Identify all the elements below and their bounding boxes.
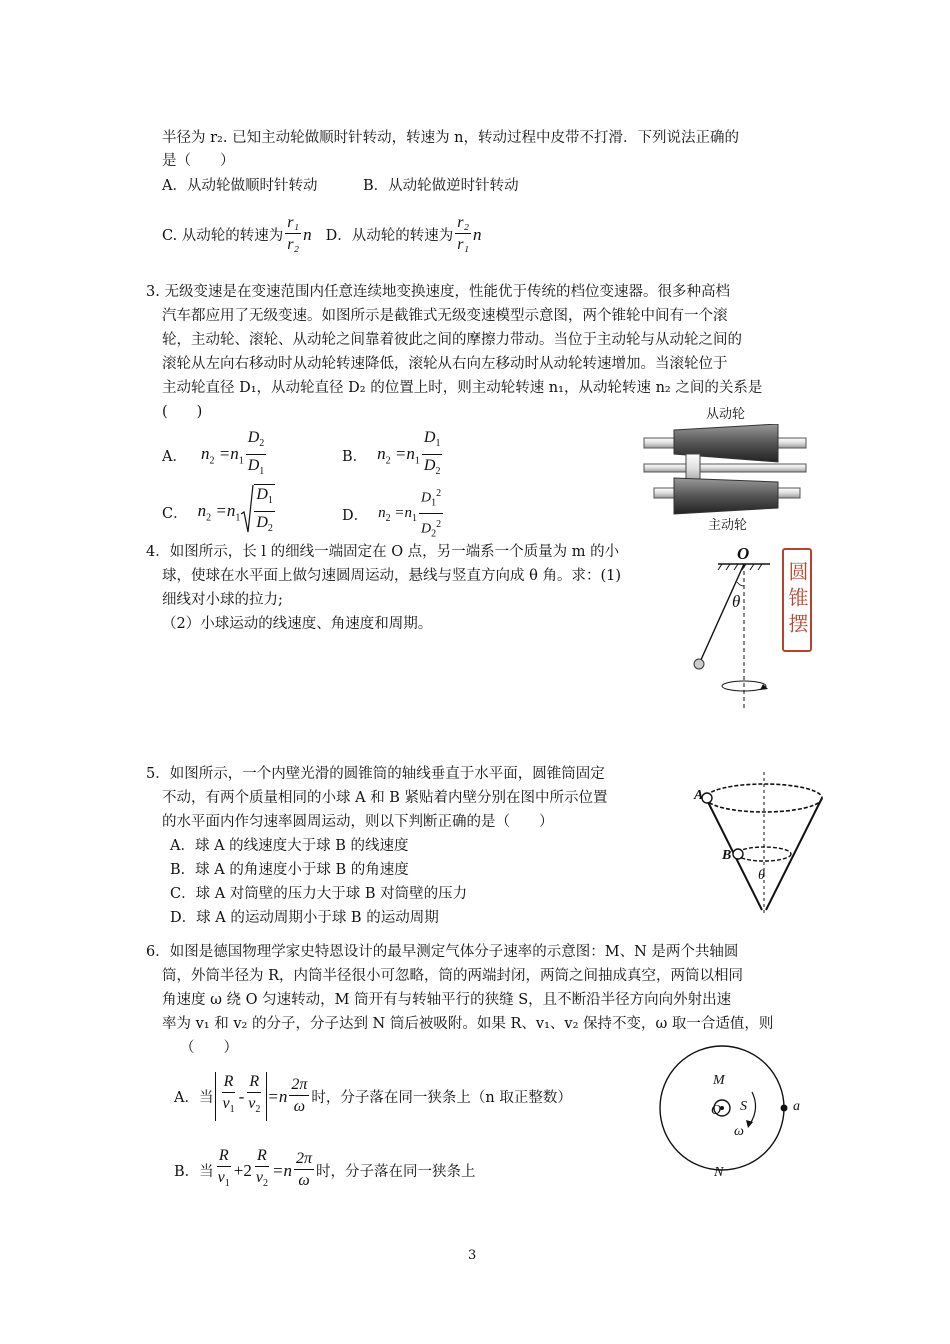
q5-option-a: A．球 A 的线速度大于球 B 的线速度 [170, 838, 409, 854]
q3-c-lhs: $n_2 =n_1$ [197, 500, 241, 524]
q6-line3: 角速度 ω 绕 O 匀速转动，M 筒开有与转轴平行的狭缝 S，且不断沿半径方向向外射出速 [162, 992, 732, 1008]
q4-line3: 细线对小球的拉力; [162, 592, 283, 608]
q3-option-b-label: B． [342, 449, 368, 466]
q6-option-b: B．当 $\frac{R}{v_1}$ +2 $\frac{R}{v_2}$ =n $\frac{2\pi}{\omega}$ 时，分子落在同一狭条上 [174, 1146, 475, 1195]
q2-c-n: n [303, 224, 312, 244]
q2-option-c-text: C. 从动轮的转速为 [162, 228, 284, 244]
q6-line2: 筒，外筒半径为 R，内筒半径很小可忽略，筒的两端封闭，两筒之间抽成真空，两筒以相同 [162, 968, 744, 984]
q3-line6: ( ) [162, 404, 203, 420]
q6-a-equals: =n [267, 1086, 288, 1106]
q3-line4: 滚轮从左向右移动时从动轮转速降低，滚轮从右向左移动时从动轮转速增加。当滚轮位于 [162, 356, 728, 372]
conical-pendulum-figure [688, 540, 784, 710]
page-number: 3 [468, 1248, 477, 1263]
q3-fig-top-label: 从动轮 [706, 407, 746, 422]
q2-option-d-fraction [455, 213, 471, 256]
q5-line1: 5．如图所示，一个内壁光滑的圆锥筒的轴线垂直于水平面，圆锥筒固定 [146, 766, 605, 782]
q3-line2: 汽车都应用了无级变速。如图所示是截锥式无级变速模型示意图，两个锥轮中间有一个滚 [162, 308, 728, 324]
q6-b-equals: =n [271, 1160, 292, 1180]
q3-a-lhs: $n_2 =n_1$ [200, 444, 244, 467]
q6-option-a [174, 1072, 572, 1121]
q5-option-b: B．球 A 的角速度小于球 B 的角速度 [170, 862, 409, 878]
q3-option-c-label: C． [162, 505, 188, 522]
sqrt-sign-icon [240, 484, 254, 534]
q4-fig-theta-label: θ [732, 592, 741, 611]
q4-line4: （2）小球运动的线速度、角速度和周期。 [162, 616, 433, 632]
q3-line5: 主动轮直径 D₁，从动轮直径 D₂ 的位置上时，则主动轮转速 n₁，从动轮转速 n₂ 之间的关系是 [162, 380, 763, 396]
q2-line2: 是（ ） [162, 153, 235, 169]
q2-option-b: B．从动轮做逆时针转动 [363, 178, 519, 194]
q3-fig-bottom-label: 主动轮 [708, 518, 748, 533]
q2-option-c [162, 213, 482, 256]
q6-option-b-suffix: 时，分子落在同一狭条上 [315, 1164, 476, 1181]
q3-b-fraction: $\frac{D_1}{D_2}$ [423, 429, 441, 478]
q6-fig-N-label: N [714, 1165, 724, 1180]
q2-d-n: n [473, 224, 482, 244]
q6-fig-M-label: M [713, 1073, 725, 1088]
q5-fig-A-label: A [694, 788, 704, 803]
q2-c-denominator: r₂ [287, 236, 300, 253]
cone-transmission-figure [640, 424, 810, 516]
cone-figure [696, 770, 826, 920]
q6-line4: 率为 v₁ 和 v₂ 的分子，分子达到 N 筒后被吸附。如果 R、v₁、v₂ 保持不变，ω 取一合适值，则 [162, 1016, 774, 1032]
conical-pendulum-seal: 圆锥摆 [782, 548, 812, 652]
q6-fig-O-label: O [711, 1103, 722, 1118]
q3-c-sqrt [240, 484, 277, 540]
q6-fig-omega-label: ω [734, 1124, 744, 1139]
q2-option-d-text: D．从动轮的转速为 [325, 228, 454, 244]
q5-option-d: D．球 A 的运动周期小于球 B 的运动周期 [170, 910, 439, 926]
q3-b-lhs: $n_2 =n_1$ [377, 444, 420, 467]
q6-fig-S-label: S [740, 1099, 747, 1114]
q5-option-c: C．球 A 对筒壁的压力大于球 B 对筒壁的压力 [170, 886, 468, 902]
q3-line1: 3. 无级变速是在变速范围内任意连续地变换速度，性能优于传统的档位变速器。很多种高档 [146, 284, 730, 300]
q2-d-numerator: r₂ [455, 213, 471, 234]
stern-apparatus-figure [656, 1040, 796, 1180]
q2-option-a: A．从动轮做顺时针转动 [162, 178, 318, 194]
q4-fig-O-label: O [737, 544, 750, 563]
q6-b-fraction: $\frac{2\pi}{\omega}$ [295, 1150, 312, 1190]
q3-c-fraction: $\frac{D_1}{D_2}$ [254, 484, 275, 540]
q2-c-numerator: r₁ [285, 213, 301, 234]
q3-option-b [342, 428, 444, 483]
q3-line3: 轮，主动轮、滚轮、从动轮之间靠着彼此之间的摩擦力带动。当位于主动轮与从动轮之间的 [162, 332, 742, 348]
q2-line1: 半径为 r₂. 已知主动轮做顺时针转动，转速为 n，转动过程中皮带不打滑．下列说法正确的 [162, 130, 740, 146]
q3-d-fraction: $\frac{D_1^2}{D_2^2}$ [419, 484, 443, 546]
q3-option-a [162, 428, 268, 483]
q6-option-b-prefix: B．当 [174, 1164, 214, 1181]
q4-line1: 4．如图所示，长 l 的细线一端固定在 O 点，另一端系一个质量为 m 的小 [146, 544, 620, 560]
q6-fig-a-label: a [793, 1099, 800, 1114]
q3-option-c [162, 484, 277, 540]
q6-option-a-prefix: A．当 [174, 1090, 214, 1107]
q3-option-d-label: D． [342, 508, 369, 525]
q4-line2: 球，使球在水平面上做匀速圆周运动，悬线与竖直方向成 θ 角。求：(1) [162, 568, 621, 584]
q5-line3: 的水平面内作匀速率圆周运动，则以下判断正确的是（ ） [162, 814, 554, 830]
q5-fig-B-label: B [722, 848, 732, 863]
q6-a-abs: $\frac{R}{v_1}$ - $\frac{R}{v_2}$ [215, 1072, 267, 1121]
q5-line2: 不动，有两个质量相同的小球 A 和 B 紧贴着内壁分别在图中所示位置 [162, 790, 608, 806]
q5-fig-theta-label: θ [758, 868, 765, 883]
q6-line1: 6．如图是德国物理学家史特恩设计的最早测定气体分子速率的示意图：M、N 是两个共轴圆 [146, 944, 739, 960]
q3-a-fraction: $\frac{D_2}{D_1}$ [247, 429, 265, 478]
q3-option-a-label: A． [162, 449, 187, 466]
q3-option-d [342, 484, 445, 546]
q3-d-lhs: $n_2 =n_1$ [378, 505, 418, 525]
q6-a-fraction: $\frac{2\pi}{\omega}$ [291, 1076, 308, 1116]
q2-option-c-fraction [285, 213, 301, 256]
q6-line5: （ ） [180, 1040, 238, 1056]
q2-d-denominator: r₁ [457, 236, 470, 253]
q6-option-a-suffix: 时，分子落在同一狭条上（n 取正整数） [311, 1090, 572, 1107]
